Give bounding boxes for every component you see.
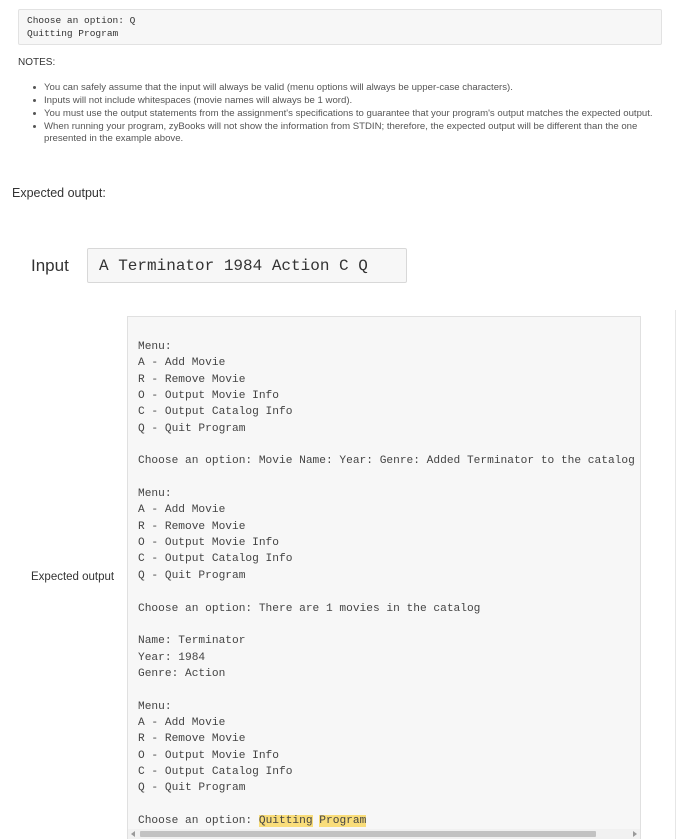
output-line [138,584,640,600]
expected-output-text [138,339,640,829]
output-line: Q - Quit Program [138,422,246,435]
notes-title: NOTES: [18,57,56,68]
note-item: You must use the output statements from the assignment's specifications to guarantee that your program's output matches the expected output. [32,108,662,120]
output-line [138,437,640,453]
note-item: You can safely assume that the input will always be valid (menu options will always be upper-case characters). [32,82,662,94]
output-line: C - Output Catalog Info [138,553,293,566]
note-item: When running your program, zyBooks will not show the information from STDIN; therefore, the expected output will be different than the one presented in the example above. [32,121,662,145]
expected-output-box[interactable] [127,316,641,839]
scroll-left-arrow-icon[interactable] [131,831,135,837]
note-item: Inputs will not include whitespaces (movie names will always be 1 word). [32,95,662,107]
output-line: Menu: [138,700,172,713]
output-line: A - Add Movie [138,504,226,517]
output-line: Name: Terminator [138,635,246,648]
output-line [138,617,640,633]
output-line: O - Output Movie Info [138,537,279,550]
example-output-line-1: Choose an option: Q [27,15,136,26]
expected-output-label: Expected output [31,571,115,583]
output-line [138,797,640,813]
output-line: R - Remove Movie [138,373,246,386]
scrollbar-thumb[interactable] [140,831,596,837]
output-line: A - Add Movie [138,357,226,370]
expected-output-heading: Expected output: [12,186,106,200]
scroll-right-arrow-icon[interactable] [633,831,637,837]
output-line: A - Add Movie [138,716,226,729]
output-line: R - Remove Movie [138,733,246,746]
output-line [138,470,640,486]
output-line: Q - Quit Program [138,569,246,582]
output-line: C - Output Catalog Info [138,406,293,419]
horizontal-scrollbar[interactable] [128,829,640,839]
output-line: R - Remove Movie [138,520,246,533]
highlighted-word: Quitting [258,814,313,827]
output-line: Menu: [138,341,172,353]
output-line: Genre: Action [138,667,226,680]
notes-list [32,82,662,146]
output-line: C - Output Catalog Info [138,765,293,778]
output-line: Menu: [138,488,172,501]
output-line [138,682,640,698]
panel-divider [675,310,676,839]
input-value-box: A Terminator 1984 Action C Q [87,248,407,283]
output-line: Choose an option: Quitting Program [138,814,367,827]
output-line: Year: 1984 [138,651,206,664]
output-line: O - Output Movie Info [138,749,279,762]
output-line: Choose an option: There are 1 movies in the catalog [138,602,481,615]
example-output-line-2: Quitting Program [27,28,119,39]
example-output-block [18,9,662,45]
output-line: Q - Quit Program [138,782,246,795]
highlighted-word: Program [319,814,367,827]
input-label: Input [31,256,69,275]
output-line: O - Output Movie Info [138,390,279,403]
output-line: Choose an option: Movie Name: Year: Genre: Added Terminator to the catalog [138,455,635,468]
